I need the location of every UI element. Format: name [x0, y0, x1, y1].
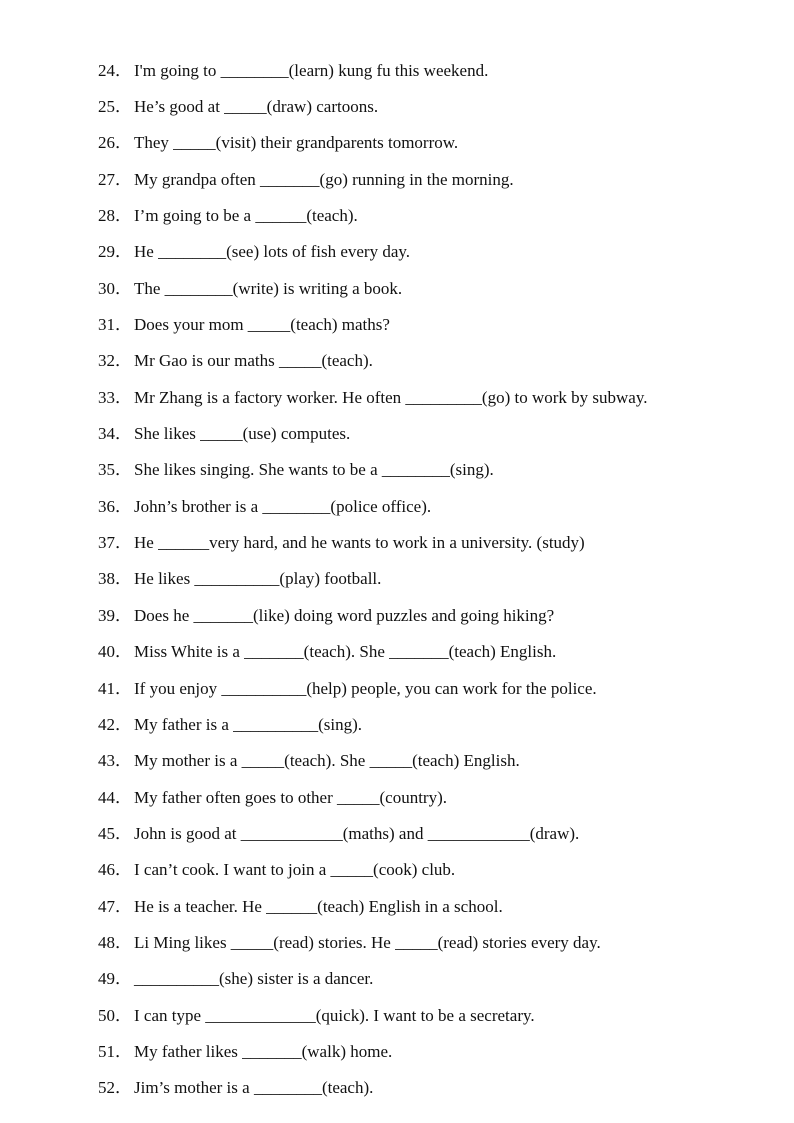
exercise-number: 50．: [98, 1005, 132, 1025]
exercise-number: 39．: [98, 605, 132, 625]
exercise-number: 31．: [98, 315, 132, 335]
exercise-item: [96, 161, 756, 197]
exercise-text: Mr Zhang is a factory worker. He often _________(go) to work by subway.: [134, 387, 648, 407]
exercise-item: [96, 634, 756, 670]
exercise-number: 49．: [98, 969, 132, 989]
exercise-text: My father likes _______(walk) home.: [134, 1041, 393, 1061]
exercise-text: My mother is a _____(teach). She _____(teach) English.: [134, 751, 520, 771]
exercise-number: 29．: [98, 242, 132, 262]
exercise-number: 51．: [98, 1041, 132, 1061]
exercise-number: 40．: [98, 642, 132, 662]
exercise-number: 38．: [98, 569, 132, 589]
exercise-number: 37．: [98, 533, 132, 553]
exercise-text: She likes _____(use) computes.: [134, 424, 351, 444]
exercise-item: [96, 997, 756, 1033]
exercise-text: She likes singing. She wants to be a ________(sing).: [134, 460, 494, 480]
exercise-number: 28．: [98, 206, 132, 226]
exercise-number: 43．: [98, 751, 132, 771]
exercise-item: [96, 815, 756, 851]
exercise-number: 30．: [98, 278, 132, 298]
exercise-text: Li Ming likes _____(read) stories. He _____(read) stories every day.: [134, 932, 601, 952]
exercise-text: I’m going to be a ______(teach).: [134, 206, 358, 226]
exercise-item: [96, 779, 756, 815]
exercise-item: [96, 197, 756, 233]
exercise-text: My grandpa often _______(go) running in the morning.: [134, 169, 514, 189]
exercise-text: He ______very hard, and he wants to work in a university. (study): [134, 533, 585, 553]
exercise-number: 48．: [98, 932, 132, 952]
exercise-text: __________(she) sister is a dancer.: [134, 969, 374, 989]
exercise-text: They _____(visit) their grandparents tomorrow.: [134, 133, 459, 153]
exercise-item: [96, 524, 756, 560]
exercise-item: [96, 306, 756, 342]
exercise-item: [96, 452, 756, 488]
exercise-text: I'm going to ________(learn) kung fu this weekend.: [134, 60, 489, 80]
exercise-item: [96, 1070, 756, 1106]
exercise-item: [96, 706, 756, 742]
exercise-number: 46．: [98, 860, 132, 880]
exercise-number: 32．: [98, 351, 132, 371]
exercise-item: [96, 743, 756, 779]
exercise-item: [96, 415, 756, 451]
exercise-text: John’s brother is a ________(police office).: [134, 496, 432, 516]
exercise-item: [96, 924, 756, 960]
exercise-item: [96, 343, 756, 379]
exercise-text: He’s good at _____(draw) cartoons.: [134, 97, 379, 117]
exercise-text: Miss White is a _______(teach). She _______(teach) English.: [134, 642, 557, 662]
exercise-number: 34．: [98, 424, 132, 444]
exercise-number: 27．: [98, 169, 132, 189]
exercise-text: If you enjoy __________(help) people, you can work for the police.: [134, 678, 597, 698]
exercise-number: 42．: [98, 714, 132, 734]
exercise-text: My father is a __________(sing).: [134, 714, 363, 734]
exercise-number: 44．: [98, 787, 132, 807]
exercise-item: [96, 488, 756, 524]
exercise-number: 33．: [98, 387, 132, 407]
exercise-number: 35．: [98, 460, 132, 480]
exercise-number: 36．: [98, 496, 132, 516]
exercise-item: [96, 125, 756, 161]
exercise-text: Mr Gao is our maths _____(teach).: [134, 351, 373, 371]
exercise-item: [96, 1033, 756, 1069]
exercise-text: John is good at ____________(maths) and ____________(draw).: [134, 823, 580, 843]
exercise-item: [96, 52, 756, 88]
exercise-item: [96, 961, 756, 997]
exercise-text: The ________(write) is writing a book.: [134, 278, 403, 298]
exercise-number: 52．: [98, 1078, 132, 1098]
exercise-text: He ________(see) lots of fish every day.: [134, 242, 411, 262]
exercise-text: Jim’s mother is a ________(teach).: [134, 1078, 374, 1098]
exercise-item: [96, 670, 756, 706]
exercise-number: 47．: [98, 896, 132, 916]
exercise-list: [96, 52, 756, 1106]
exercise-number: 25．: [98, 97, 132, 117]
exercise-item: [96, 852, 756, 888]
exercise-number: 26．: [98, 133, 132, 153]
exercise-text: Does he _______(like) doing word puzzles and going hiking?: [134, 605, 555, 625]
exercise-text: Does your mom _____(teach) maths?: [134, 315, 390, 335]
exercise-item: [96, 597, 756, 633]
exercise-text: I can’t cook. I want to join a _____(cook) club.: [134, 860, 456, 880]
exercise-item: [96, 270, 756, 306]
exercise-item: [96, 234, 756, 270]
exercise-item: [96, 88, 756, 124]
exercise-text: He likes __________(play) football.: [134, 569, 382, 589]
exercise-text: He is a teacher. He ______(teach) English in a school.: [134, 896, 503, 916]
exercise-item: [96, 379, 756, 415]
exercise-number: 41．: [98, 678, 132, 698]
exercise-item: [96, 888, 756, 924]
exercise-text: I can type _____________(quick). I want to be a secretary.: [134, 1005, 535, 1025]
exercise-item: [96, 561, 756, 597]
exercise-text: My father often goes to other _____(country).: [134, 787, 447, 807]
exercise-number: 24．: [98, 60, 132, 80]
exercise-number: 45．: [98, 823, 132, 843]
